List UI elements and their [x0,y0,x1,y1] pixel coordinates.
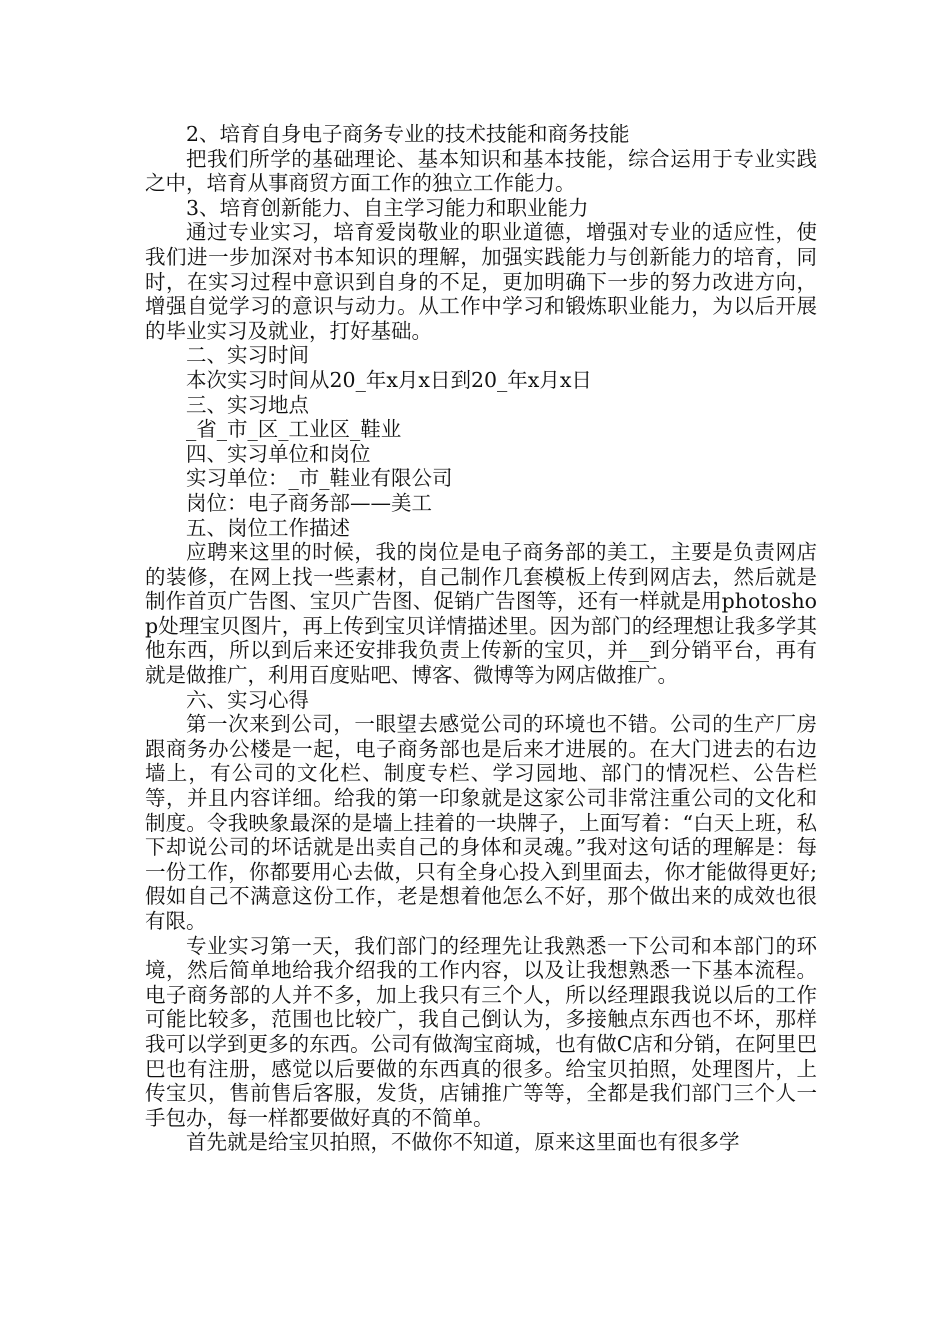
list-item-goal-3: 3、培育创新能力、自主学习能力和职业能力 [186,195,589,220]
paragraph-internship-time: 本次实习时间从20_年x月x日到20_年x月x日 [186,367,592,392]
paragraph-reflection-photography: 首先就是给宝贝拍照，不做你不知道，原来这里面也有很多学 [186,1130,740,1155]
section-heading-job-description: 五、岗位工作描述 [186,515,350,540]
document-body [145,122,817,1155]
section-heading-internship-time: 二、实习时间 [186,343,309,368]
section-heading-internship-location: 三、实习地点 [186,392,309,417]
section-heading-unit-and-position: 四、实习单位和岗位 [186,441,371,466]
paragraph-internship-location: _省_市_区_工业区_鞋业 [186,417,402,442]
paragraph-reflection-first-day-work: 专业实习第一天，我们部门的经理先让我熟悉一下公司和本部门的环境，然后简单地给我介绍我的工作内容，以及让我想熟悉一下基本流程。电子商务部的人并不多，加上我只有三个人，所以经理跟我说以后的工作可能比较多，范围也比较广，我自己倒认为，多接触点东西也不坏，那样我可以学到更多的东西。公司有做淘宝商城，也有做C店和分销，在阿里巴巴也有注册，感觉以后要做的东西真的很多。给宝贝拍照，处理图片，上传宝贝，售前售后客服，发货，店铺推广等等，全都是我们部门三个人一手包办，每一样都要做好真的不简单。 [145,933,817,1130]
paragraph-internship-unit: 实习单位：_市_鞋业有限公司 [186,466,453,491]
paragraph-job-description: 应聘来这里的时候，我的岗位是电子商务部的美工，主要是负责网店的装修，在网上找一些素材，自己制作几套模板上传到网店去，然后就是制作首页广告图、宝贝广告图、促销广告图等，还有一样就是用photoshop处理宝贝图片，再上传到宝贝详情描述里。因为部门的经理想让我多学其他东西，所以到后来还安排我负责上传新的宝贝，并__到分销平台，再有就是做推广，利用百度贴吧、博客、微博等为网店做推广。 [145,540,817,688]
section-heading-reflections: 六、实习心得 [186,687,309,712]
list-item-goal-2: 2、培育自身电子商务专业的技术技能和商务技能 [186,122,630,146]
paragraph-goal-3-body: 通过专业实习，培育爱岗敬业的职业道德，增强对专业的适应性，使我们进一步加深对书本知识的理解，加强实践能力与创新能力的培育，同时，在实习过程中意识到自身的不足，更加明确下一步的努力改进方向，增强自觉学习的意识与动力。从工作中学习和锻炼职业能力，为以后开展的毕业实习及就业，打好基础。 [145,220,817,343]
paragraph-position: 岗位：电子商务部——美工 [186,490,432,515]
paragraph-reflection-first-day-impression: 第一次来到公司，一眼望去感觉公司的环境也不错。公司的生产厂房跟商务办公楼是一起，电子商务部也是后来才进展的。在大门进去的右边墙上，有公司的文化栏、制度专栏、学习园地、部门的情况栏、公告栏等，并且内容详细。给我的第一印象就是这家公司非常注重公司的文化和制度。令我映象最深的是墙上挂着的一块牌子，上面写着：“白天上班，私下却说公司的坏话就是出卖自己的身体和灵魂。”我对这句话的理解是：每一份工作，你都要用心去做，只有全身心投入到里面去，你才能做得更好;假如自己不满意这份工作，老是想着他怎么不好，那个做出来的成效也很有限。 [145,712,817,933]
paragraph-goal-2-body: 把我们所学的基础理论、基本知识和基本技能，综合运用于专业实践之中，培育从事商贸方面工作的独立工作能力。 [145,146,817,196]
